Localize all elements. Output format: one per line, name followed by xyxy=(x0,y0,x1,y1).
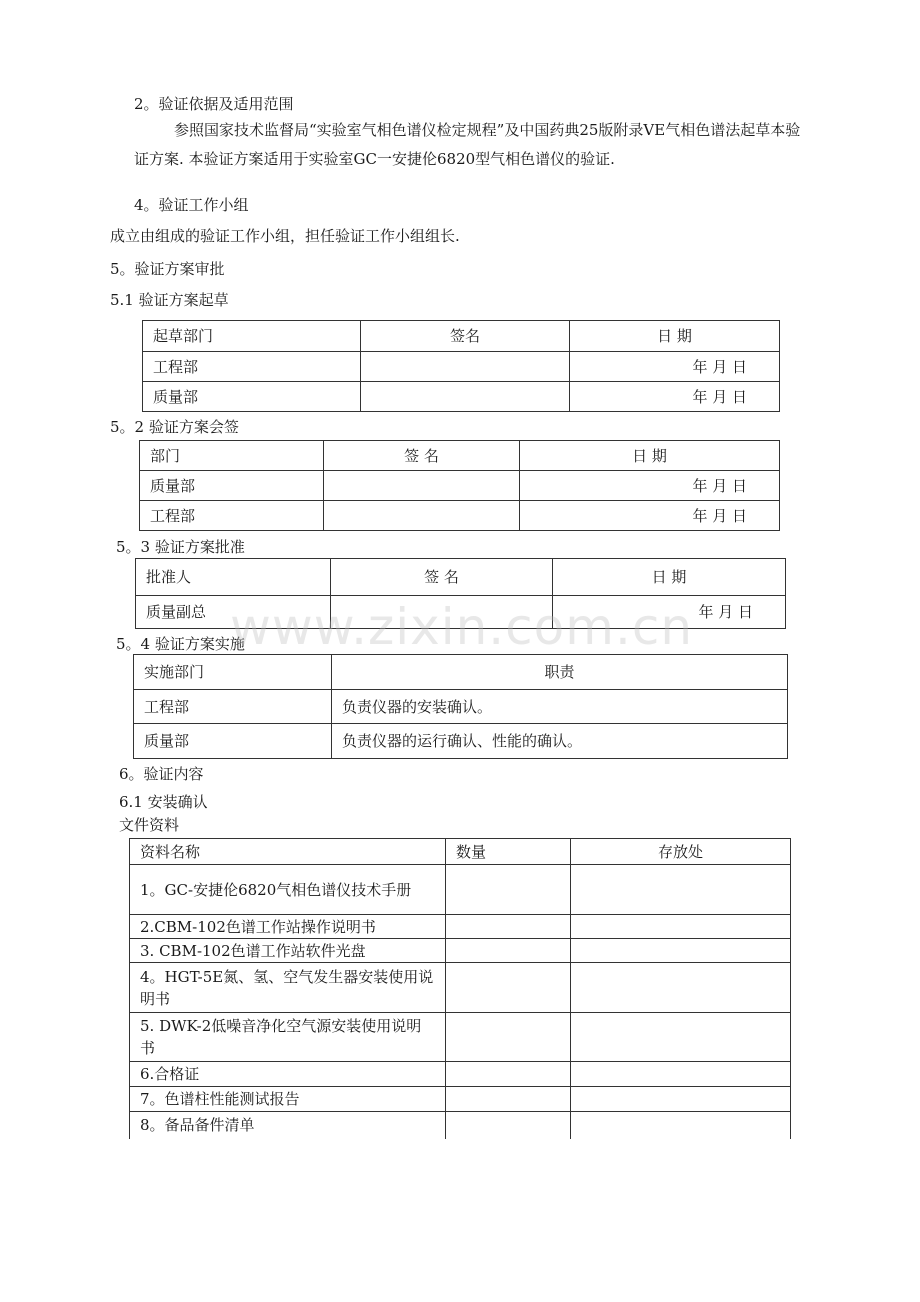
location-cell xyxy=(571,1062,791,1087)
header-signature: 签 名 xyxy=(331,559,553,596)
document-name-cell: 6.合格证 xyxy=(130,1062,446,1087)
location-cell xyxy=(571,865,791,915)
section-5-1-title: 5.1 验证方案起草 xyxy=(110,291,229,309)
date-cell: 年 月 日 xyxy=(570,352,780,382)
quantity-cell xyxy=(446,1013,571,1062)
section-6-1-title: 6.1 安装确认 xyxy=(119,793,208,811)
document-name-cell: 4。HGT-5E氮、氢、空气发生器安装使用说明书 xyxy=(130,963,446,1013)
document-name-cell: 3. CBM-102色谱工作站软件光盘 xyxy=(130,939,446,963)
date-cell: 年 月 日 xyxy=(520,471,780,501)
table-cell: 工程部 xyxy=(134,690,332,724)
section-4-body: 成立由组成的验证工作小组，担任验证工作小组组长. xyxy=(110,227,460,245)
header-department: 实施部门 xyxy=(134,655,332,690)
table-cell: 质量部 xyxy=(140,471,324,501)
document-name-cell: 2.CBM-102色谱工作站操作说明书 xyxy=(130,915,446,939)
header-signature: 签 名 xyxy=(324,441,520,471)
table-cell: 质量部 xyxy=(134,724,332,759)
implementation-table xyxy=(133,654,788,759)
watermark: www.zixin.com.cn xyxy=(230,598,694,656)
signature-cell xyxy=(331,596,553,629)
approval-table xyxy=(135,558,786,629)
location-cell xyxy=(571,963,791,1013)
header-document-name: 资料名称 xyxy=(130,839,446,865)
countersign-table xyxy=(139,440,780,531)
quantity-cell xyxy=(446,1112,571,1139)
quantity-cell xyxy=(446,963,571,1013)
date-cell: 年 月 日 xyxy=(570,382,780,412)
date-cell: 年 月 日 xyxy=(553,596,786,629)
signature-cell xyxy=(361,382,570,412)
table-cell: 质量部 xyxy=(143,382,361,412)
section-5-3-title: 5。3 验证方案批准 xyxy=(116,538,245,556)
location-cell xyxy=(571,915,791,939)
quantity-cell xyxy=(446,865,571,915)
header-responsibility: 职责 xyxy=(332,655,788,690)
table-cell: 工程部 xyxy=(140,501,324,531)
quantity-cell xyxy=(446,1087,571,1112)
table-cell: 工程部 xyxy=(143,352,361,382)
draft-table xyxy=(142,320,780,412)
table-cell: 负责仪器的运行确认、性能的确认。 xyxy=(332,724,788,759)
quantity-cell xyxy=(446,939,571,963)
document-name-cell: 7。色谱柱性能测试报告 xyxy=(130,1087,446,1112)
header-quantity: 数量 xyxy=(446,839,571,865)
header-date: 日 期 xyxy=(520,441,780,471)
header-location: 存放处 xyxy=(571,839,791,865)
table-cell: 质量副总 xyxy=(136,596,331,629)
section-4-title: 4。验证工作小组 xyxy=(134,196,249,214)
quantity-cell xyxy=(446,1062,571,1087)
documents-table xyxy=(129,838,791,1139)
header-date: 日 期 xyxy=(570,321,780,352)
location-cell xyxy=(571,1112,791,1139)
signature-cell xyxy=(361,352,570,382)
header-department: 起草部门 xyxy=(143,321,361,352)
document-name-cell: 8。备品备件清单 xyxy=(130,1112,446,1139)
section-6-title: 6。验证内容 xyxy=(119,765,204,783)
document-name-cell: 1。GC-安捷伦6820气相色谱仪技术手册 xyxy=(130,865,446,915)
documents-label: 文件资料 xyxy=(119,816,180,834)
section-2-title: 2。验证依据及适用范围 xyxy=(134,95,294,113)
quantity-cell xyxy=(446,915,571,939)
location-cell xyxy=(571,1087,791,1112)
section-5-4-title: 5。4 验证方案实施 xyxy=(116,635,245,653)
date-cell: 年 月 日 xyxy=(520,501,780,531)
section-5-2-title: 5。2 验证方案会签 xyxy=(110,418,239,436)
header-date: 日 期 xyxy=(553,559,786,596)
document-name-cell: 5. DWK-2低噪音净化空气源安装使用说明书 xyxy=(130,1013,446,1062)
table-cell: 负责仪器的安装确认。 xyxy=(332,690,788,724)
location-cell xyxy=(571,939,791,963)
signature-cell xyxy=(324,501,520,531)
signature-cell xyxy=(324,471,520,501)
section-5-title: 5。验证方案审批 xyxy=(110,260,225,278)
section-2-body: 参照国家技术监督局“实验室气相色谱仪检定规程”及中国药典25版附录ⅤE气相色谱法起草本验证方案. 本验证方案适用于实验室GC一安捷伦6820型气相色谱仪的验证. xyxy=(134,121,801,168)
header-department: 部门 xyxy=(140,441,324,471)
header-signature: 签名 xyxy=(361,321,570,352)
location-cell xyxy=(571,1013,791,1062)
header-approver: 批准人 xyxy=(136,559,331,596)
